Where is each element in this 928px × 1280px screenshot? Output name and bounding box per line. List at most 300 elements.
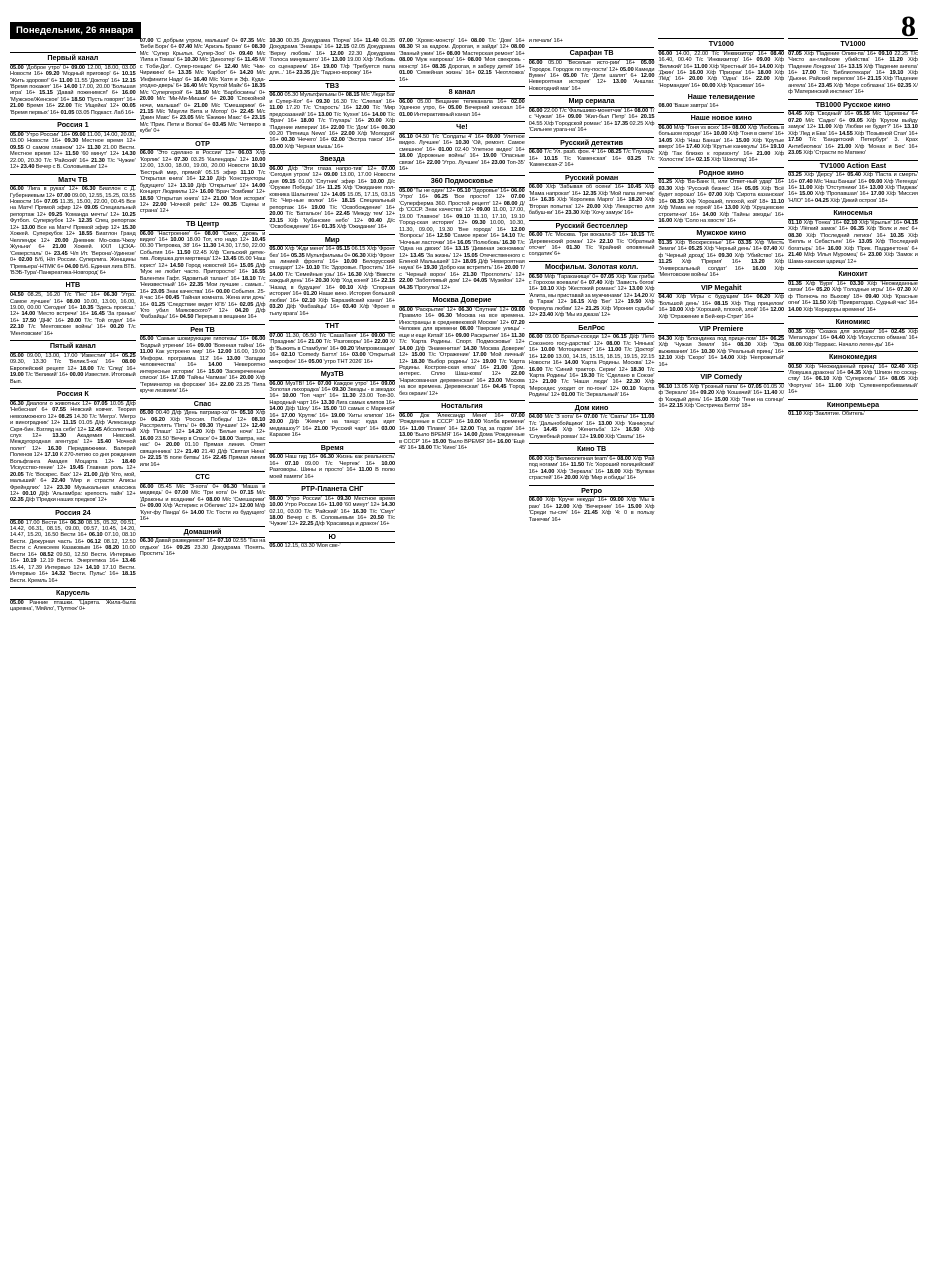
program-item[interactable] xyxy=(399,188,455,194)
channel-name[interactable]: Русский детектив xyxy=(529,137,655,150)
channel-name[interactable]: Домашний xyxy=(140,526,266,539)
program-item[interactable] xyxy=(269,144,343,150)
program-item[interactable] xyxy=(200,189,266,195)
program-item[interactable] xyxy=(21,164,108,170)
program-item[interactable] xyxy=(337,496,395,502)
program-item[interactable] xyxy=(170,263,238,269)
channel-name[interactable]: ТВ3 xyxy=(269,80,395,93)
program-item[interactable] xyxy=(269,211,333,217)
program-item[interactable] xyxy=(10,472,82,478)
program-item[interactable] xyxy=(71,97,135,103)
program-item[interactable] xyxy=(818,83,896,89)
program-item[interactable] xyxy=(285,461,375,467)
program-item[interactable] xyxy=(302,298,395,304)
program-item[interactable] xyxy=(529,38,563,44)
program-item[interactable] xyxy=(544,156,622,162)
program-item[interactable] xyxy=(658,336,768,342)
program-item[interactable] xyxy=(399,70,475,76)
program-item[interactable] xyxy=(815,198,888,204)
program-item[interactable] xyxy=(788,111,853,117)
channel-name[interactable]: TV1000 xyxy=(658,38,784,51)
program-item[interactable] xyxy=(399,285,450,291)
channel-name[interactable]: Кинопремьера xyxy=(788,399,918,412)
program-item[interactable] xyxy=(188,429,265,435)
program-item[interactable] xyxy=(658,259,741,265)
program-item[interactable] xyxy=(301,118,365,124)
program-item[interactable] xyxy=(816,376,889,382)
program-item[interactable] xyxy=(194,103,265,109)
program-item[interactable] xyxy=(799,179,867,185)
program-item[interactable] xyxy=(65,151,119,157)
program-item[interactable] xyxy=(198,343,266,349)
program-item[interactable] xyxy=(411,426,458,432)
program-item[interactable] xyxy=(788,252,866,258)
program-item[interactable] xyxy=(799,191,869,197)
program-item[interactable] xyxy=(175,490,237,496)
program-item[interactable] xyxy=(329,502,380,508)
channel-name[interactable]: Киносемья xyxy=(788,207,918,220)
program-item[interactable] xyxy=(269,502,327,508)
program-item[interactable] xyxy=(140,484,219,490)
program-item[interactable] xyxy=(140,231,201,237)
program-item[interactable] xyxy=(22,318,64,324)
program-item[interactable] xyxy=(568,114,638,120)
program-item[interactable] xyxy=(529,497,607,503)
channel-name[interactable]: Кинокомедия xyxy=(788,351,918,364)
program-item[interactable] xyxy=(700,390,762,396)
program-item[interactable] xyxy=(61,110,135,116)
program-item[interactable] xyxy=(529,414,582,420)
program-title: М/с 'Ариэль Браво' 6+ xyxy=(193,44,251,51)
program-item[interactable] xyxy=(10,353,119,359)
program-item[interactable] xyxy=(529,60,635,66)
program-item[interactable] xyxy=(311,205,395,211)
channel-name[interactable]: Звезда xyxy=(269,153,395,166)
program-item[interactable] xyxy=(46,71,120,77)
program-item[interactable] xyxy=(540,286,627,292)
program-item[interactable] xyxy=(411,352,469,358)
program-item[interactable] xyxy=(541,347,605,353)
program-item[interactable] xyxy=(49,212,120,218)
program-item[interactable] xyxy=(52,571,119,577)
program-item[interactable] xyxy=(331,413,395,419)
program-item[interactable] xyxy=(529,367,628,373)
program-item[interactable] xyxy=(180,314,257,320)
program-item[interactable] xyxy=(23,558,119,564)
program-item[interactable] xyxy=(281,413,328,419)
program-title: 04.50 Т/с 'Солдаты 4' 16+ xyxy=(415,133,485,140)
program-item[interactable] xyxy=(399,99,507,105)
channel-name[interactable]: Мир xyxy=(269,234,395,247)
channel-name[interactable]: TB1000 Русское кино xyxy=(788,99,918,112)
program-item[interactable] xyxy=(788,307,876,313)
program-item[interactable] xyxy=(281,137,329,143)
program-item[interactable] xyxy=(140,410,238,416)
program-item[interactable] xyxy=(399,44,509,50)
channel-name[interactable]: Наше новое кино xyxy=(658,112,784,125)
program-item[interactable] xyxy=(170,237,249,243)
program-item[interactable] xyxy=(669,403,751,409)
program-item[interactable] xyxy=(543,427,620,433)
program-title: 'Врач 'Зомбики' 12+ xyxy=(215,189,266,196)
program-item[interactable] xyxy=(151,417,246,423)
program-item[interactable] xyxy=(788,118,845,124)
channel-name[interactable]: Родное кино xyxy=(658,167,784,180)
program-item[interactable] xyxy=(269,454,318,460)
program-item[interactable] xyxy=(689,246,762,252)
channel-name[interactable]: TV1000 xyxy=(788,38,918,51)
program-item[interactable] xyxy=(67,318,135,324)
channel-name[interactable]: Сарафан ТВ xyxy=(529,47,655,60)
program-item[interactable] xyxy=(457,188,510,194)
program-item[interactable] xyxy=(590,434,645,440)
program-item[interactable] xyxy=(529,232,628,238)
program-item[interactable] xyxy=(140,538,216,544)
program-item[interactable] xyxy=(399,413,504,419)
program-item[interactable] xyxy=(153,202,220,208)
program-item[interactable] xyxy=(432,64,525,70)
program-item[interactable] xyxy=(140,336,249,342)
program-title: Т/с 'Врач' 16+ xyxy=(269,111,396,125)
program-item[interactable] xyxy=(658,125,730,131)
program-item[interactable] xyxy=(140,96,217,102)
program-item[interactable] xyxy=(151,302,237,308)
program-item[interactable] xyxy=(658,218,736,224)
program-item[interactable] xyxy=(314,426,379,432)
program-item[interactable] xyxy=(658,355,717,361)
program-item[interactable] xyxy=(658,294,752,300)
program-item[interactable] xyxy=(543,379,622,385)
program-item[interactable] xyxy=(140,150,235,156)
program-item[interactable] xyxy=(399,153,479,159)
program-item[interactable] xyxy=(269,406,321,412)
program-item[interactable] xyxy=(658,179,784,185)
channel-name[interactable]: Киномикс xyxy=(788,316,918,329)
program-item[interactable] xyxy=(418,445,467,451)
program-item[interactable] xyxy=(180,115,250,121)
program-item[interactable] xyxy=(318,381,379,387)
program-item[interactable] xyxy=(584,414,639,420)
program-title: Наше кино. История большой любви' 16+ xyxy=(269,291,396,304)
program-item[interactable] xyxy=(269,496,334,502)
channel-name[interactable]: VIP Premiere xyxy=(658,323,784,336)
program-item[interactable] xyxy=(10,186,78,192)
program-item[interactable] xyxy=(300,521,390,527)
channel-name[interactable]: РТР-Планета СНГ xyxy=(269,483,395,496)
program-item[interactable] xyxy=(353,509,395,515)
program-item[interactable] xyxy=(308,339,373,345)
program-item[interactable] xyxy=(316,99,395,105)
program-item[interactable] xyxy=(140,196,211,202)
channel-name[interactable]: Первый канал xyxy=(10,52,136,65)
program-item[interactable] xyxy=(306,265,395,271)
program-item[interactable] xyxy=(399,432,462,438)
program-item[interactable] xyxy=(788,411,865,417)
program-item[interactable] xyxy=(269,218,363,224)
program-item[interactable] xyxy=(788,150,866,156)
program-item[interactable] xyxy=(151,289,215,295)
program-item[interactable] xyxy=(21,311,88,317)
program-item[interactable] xyxy=(831,335,918,341)
program-item[interactable] xyxy=(529,334,611,340)
program-item[interactable] xyxy=(427,160,490,166)
program-item[interactable] xyxy=(269,92,344,98)
program-item[interactable] xyxy=(281,352,349,358)
program-item[interactable] xyxy=(10,65,69,71)
channel-name[interactable]: TV1000 Action East xyxy=(788,160,918,173)
program-item[interactable] xyxy=(458,307,508,313)
program-column xyxy=(10,38,140,1272)
program-item[interactable] xyxy=(447,51,525,57)
program-item[interactable] xyxy=(318,112,370,118)
program-item[interactable] xyxy=(178,44,250,50)
channel-name[interactable]: Дом кино xyxy=(529,402,655,415)
program-time: 22.00 xyxy=(340,131,355,138)
program-item[interactable] xyxy=(269,105,352,111)
channel-name[interactable]: ТНТ xyxy=(269,320,395,333)
program-item[interactable] xyxy=(140,349,216,355)
channel-name[interactable]: 360 Подмосковье xyxy=(399,175,525,188)
channel-name[interactable]: Спас xyxy=(140,398,266,411)
program-item[interactable] xyxy=(59,78,120,84)
program-item[interactable] xyxy=(856,111,918,117)
program-item[interactable] xyxy=(269,543,340,549)
channel-name[interactable]: VIP Comedy xyxy=(658,371,784,384)
program-item[interactable] xyxy=(788,364,888,370)
channel-name[interactable]: Москва Доверие xyxy=(399,294,525,307)
channel-name[interactable]: ТВ Центр xyxy=(140,218,266,231)
program-item[interactable] xyxy=(670,199,769,205)
program-item[interactable] xyxy=(658,186,742,192)
program-time: 08.00 xyxy=(269,495,284,502)
program-item[interactable] xyxy=(565,210,633,216)
program-item[interactable] xyxy=(399,307,456,313)
program-item[interactable] xyxy=(788,172,845,178)
program-item[interactable] xyxy=(10,103,55,109)
program-item[interactable] xyxy=(269,381,315,387)
program-item[interactable] xyxy=(180,183,249,189)
program-item[interactable] xyxy=(174,157,249,163)
program-item[interactable] xyxy=(658,103,718,109)
program-item[interactable] xyxy=(10,600,136,612)
program-item[interactable] xyxy=(147,503,237,509)
program-item[interactable] xyxy=(269,38,362,44)
program-item[interactable] xyxy=(410,253,462,259)
program-time: 01.25 xyxy=(658,179,673,186)
program-item[interactable] xyxy=(140,436,218,442)
channel-name[interactable]: Кино ТВ xyxy=(529,443,655,456)
program-item[interactable] xyxy=(556,504,625,510)
program-item[interactable] xyxy=(438,147,524,153)
program-item[interactable] xyxy=(399,134,484,140)
program-item[interactable] xyxy=(658,51,766,57)
program-item[interactable] xyxy=(788,233,886,239)
channel-name[interactable]: ОТР xyxy=(140,138,266,151)
program-item[interactable] xyxy=(850,226,917,232)
program-time: 17.40 xyxy=(686,144,700,151)
program-item[interactable] xyxy=(788,281,846,287)
program-item[interactable] xyxy=(434,194,505,200)
program-item[interactable] xyxy=(539,312,610,318)
program-item[interactable] xyxy=(399,57,465,63)
program-item[interactable] xyxy=(58,103,119,109)
program-item[interactable] xyxy=(10,401,91,407)
program-item[interactable] xyxy=(148,455,212,461)
channel-name[interactable]: Кинохит xyxy=(788,268,918,281)
program-item[interactable] xyxy=(714,131,785,137)
program-item[interactable] xyxy=(269,304,339,310)
program-title: Х/ф 'Игры с будущим' 16+ xyxy=(676,294,753,301)
program-item[interactable] xyxy=(184,57,243,63)
program-item[interactable] xyxy=(282,393,338,399)
program-item[interactable] xyxy=(315,278,380,284)
program-title: 23.50 'Вечер в Спасе' 0+ xyxy=(155,435,218,442)
channel-name[interactable]: СТС xyxy=(140,471,266,484)
program-item[interactable] xyxy=(296,70,372,76)
channel-name[interactable]: Ностальгия xyxy=(399,400,525,413)
program-item[interactable] xyxy=(456,333,510,339)
program-item[interactable] xyxy=(331,125,380,131)
channel-name[interactable]: VIP Megahit xyxy=(658,282,784,295)
program-item[interactable] xyxy=(689,70,754,76)
program-item[interactable] xyxy=(541,197,626,203)
program-item[interactable] xyxy=(799,185,868,191)
program-item[interactable] xyxy=(828,246,918,252)
program-item[interactable] xyxy=(269,515,366,521)
program-item[interactable] xyxy=(432,439,495,445)
channel-name[interactable]: Россия 24 xyxy=(10,507,136,520)
program-item[interactable] xyxy=(702,83,765,89)
program-item[interactable] xyxy=(269,333,369,339)
channel-name[interactable]: Мир сериала xyxy=(529,95,655,108)
program-item[interactable] xyxy=(178,70,236,76)
channel-name[interactable]: Россия К xyxy=(10,388,136,401)
program-item[interactable] xyxy=(460,426,524,432)
program-item[interactable] xyxy=(10,145,85,151)
program-item[interactable] xyxy=(21,225,120,231)
program-item[interactable] xyxy=(788,329,888,335)
program-item[interactable] xyxy=(702,212,784,218)
program-item[interactable] xyxy=(788,342,894,348)
channel-name[interactable]: 8 канал xyxy=(399,86,525,99)
program-item[interactable] xyxy=(308,359,373,365)
program-item[interactable] xyxy=(80,366,136,372)
program-item[interactable] xyxy=(529,456,616,462)
program-item[interactable] xyxy=(563,73,637,79)
channel-name[interactable]: Ретро xyxy=(529,485,655,498)
program-item[interactable] xyxy=(10,372,68,378)
program-item[interactable] xyxy=(541,469,605,475)
program-item[interactable] xyxy=(564,475,636,481)
program-item[interactable] xyxy=(696,157,758,163)
channel-name[interactable]: Россия 1 xyxy=(10,119,136,132)
program-item[interactable] xyxy=(269,166,376,172)
program-item[interactable] xyxy=(457,240,500,246)
program-item[interactable] xyxy=(322,224,387,230)
channel-name[interactable]: Мужское кино xyxy=(658,227,784,240)
channel-name[interactable]: Ю xyxy=(269,531,395,544)
program-item[interactable] xyxy=(70,465,136,471)
program-item[interactable] xyxy=(694,64,758,70)
program-item[interactable] xyxy=(839,131,918,137)
program-time: 06.00 xyxy=(528,232,543,239)
program-item[interactable] xyxy=(669,307,768,313)
program-item[interactable] xyxy=(10,324,106,330)
program-item[interactable] xyxy=(658,138,733,144)
program-item[interactable] xyxy=(570,299,624,305)
program-item[interactable] xyxy=(561,392,629,398)
program-item[interactable] xyxy=(838,144,918,150)
program-item[interactable] xyxy=(336,211,395,217)
program-item[interactable] xyxy=(424,265,504,271)
program-item[interactable] xyxy=(788,51,876,57)
program-item[interactable] xyxy=(529,108,633,114)
program-item[interactable] xyxy=(399,278,471,284)
channel-name[interactable]: Русский бестселлер xyxy=(529,220,655,233)
program-item[interactable] xyxy=(529,149,607,155)
program-item[interactable] xyxy=(399,346,461,352)
program-item[interactable] xyxy=(686,144,769,150)
program-item[interactable] xyxy=(282,179,367,185)
channel-name[interactable]: Карусель xyxy=(10,587,136,600)
program-item[interactable] xyxy=(171,375,238,381)
program-item[interactable] xyxy=(816,287,895,293)
channel-name[interactable]: Пятый канал xyxy=(10,340,136,353)
program-item[interactable] xyxy=(701,349,784,355)
channel-name[interactable]: Русский роман xyxy=(529,172,655,185)
program-item[interactable] xyxy=(10,520,68,526)
program-item[interactable] xyxy=(291,253,351,259)
program-item[interactable] xyxy=(564,360,654,366)
program-item[interactable] xyxy=(812,300,917,306)
program-item[interactable] xyxy=(269,246,334,252)
program-item[interactable] xyxy=(437,233,500,239)
program-item[interactable] xyxy=(473,278,524,284)
program-item[interactable] xyxy=(321,400,395,406)
program-item[interactable] xyxy=(399,112,481,118)
program-item[interactable] xyxy=(140,38,238,44)
program-item[interactable] xyxy=(818,124,902,130)
program-item[interactable] xyxy=(10,132,70,138)
program-item[interactable] xyxy=(529,274,599,280)
program-item[interactable] xyxy=(411,359,480,365)
channel-name[interactable]: Наше телевидение xyxy=(687,92,755,102)
program-item[interactable] xyxy=(689,76,751,82)
channel-name[interactable]: БелРос xyxy=(529,322,655,335)
program-item[interactable] xyxy=(22,491,135,497)
channel-name[interactable]: Рен ТВ xyxy=(140,324,266,337)
channel-name[interactable]: Матч ТВ xyxy=(10,174,136,187)
program-item[interactable] xyxy=(10,292,100,298)
program-item[interactable] xyxy=(718,253,784,259)
program-item[interactable] xyxy=(183,83,250,89)
channel-name[interactable]: НТВ xyxy=(10,279,136,292)
program-list xyxy=(399,307,525,397)
program-item[interactable] xyxy=(39,90,118,96)
program-item[interactable] xyxy=(195,90,265,96)
program-item[interactable] xyxy=(200,423,250,429)
program-item[interactable] xyxy=(65,138,136,144)
program-item[interactable] xyxy=(658,384,746,390)
program-item[interactable] xyxy=(529,184,624,190)
channel-name[interactable]: МузТВ xyxy=(269,368,395,381)
program-item[interactable] xyxy=(10,497,107,503)
channel-name[interactable]: Че! xyxy=(399,121,525,134)
channel-name[interactable]: Время xyxy=(269,442,395,455)
program-item[interactable] xyxy=(331,137,395,143)
program-item[interactable] xyxy=(448,105,525,111)
channel-name[interactable]: Мосфильм. Золотая колл. xyxy=(529,261,655,274)
